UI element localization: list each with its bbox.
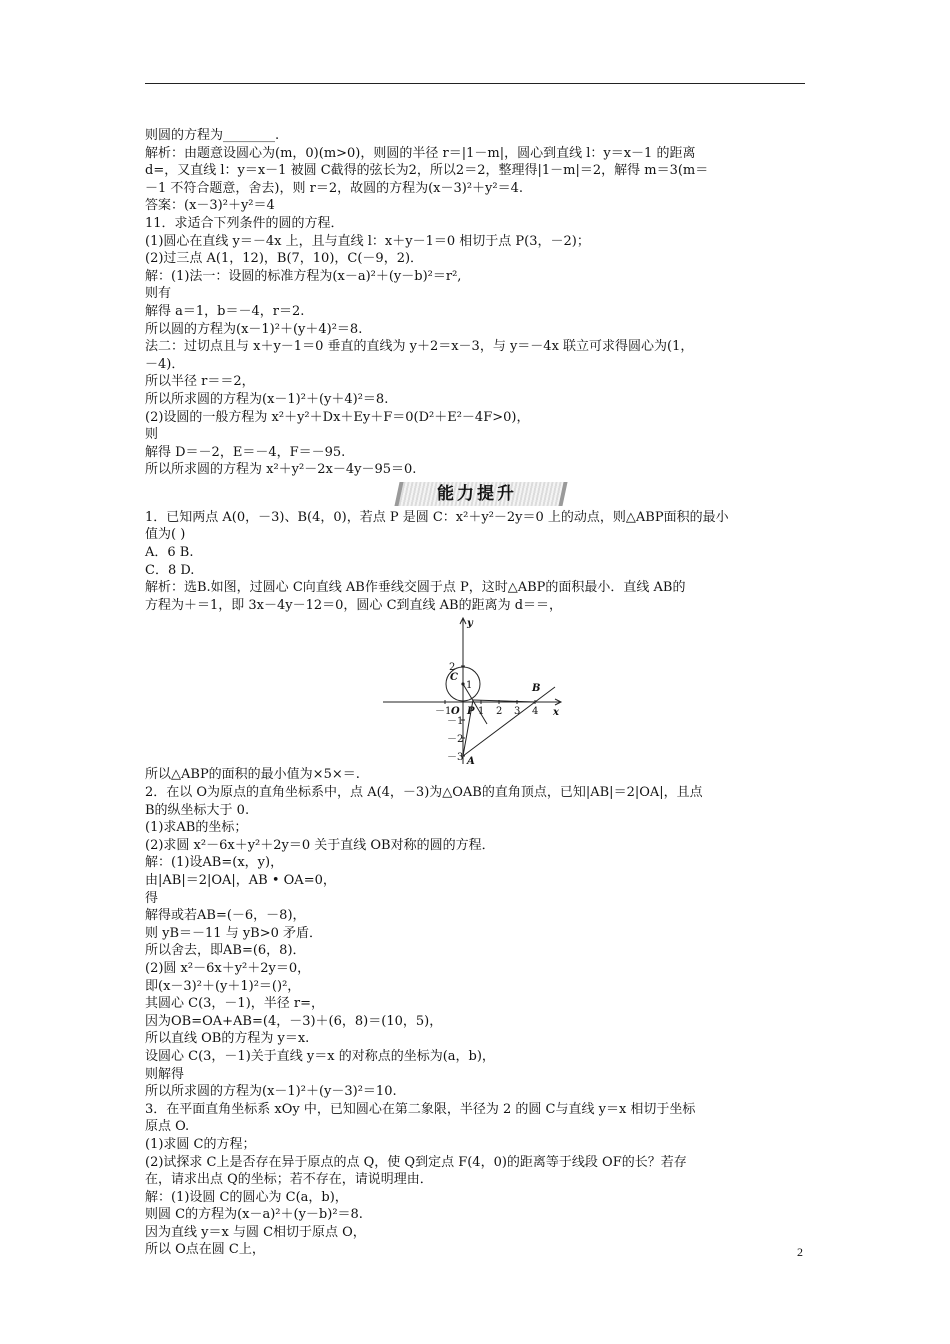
line-ab bbox=[463, 687, 555, 756]
text-line: A．6 B. bbox=[145, 545, 194, 561]
center-point bbox=[461, 683, 464, 686]
text-line: 设圆心 C(3，－1)关于直线 y＝x 的对称点的坐标为(a，b)， bbox=[145, 1048, 495, 1064]
point-b-label: B bbox=[532, 683, 541, 695]
text-line: 因为OB=OA+AB=(4，－3)＋(6，8)＝(10，5)， bbox=[145, 1013, 443, 1029]
text-line: 法二：过切点且与 x＋y－1＝0 垂直的直线为 y＋2＝x－3，与 y＝－4x 联立可求得圆心为(1， bbox=[145, 339, 694, 355]
header-rule bbox=[145, 83, 805, 84]
y-tick-neg1: －1 bbox=[447, 716, 464, 728]
text-line: 解：(1)法一：设圆的标准方程为(x－a)²＋(y－b)²＝r², bbox=[145, 268, 462, 284]
text-line: 解：(1)设AB=(x，y)， bbox=[145, 855, 284, 871]
page-content bbox=[145, 127, 807, 1259]
x-tick-1: 1 bbox=[478, 706, 485, 718]
text-line: 所以所求圆的方程为(x－1)²＋(y＋4)²＝8. bbox=[145, 391, 389, 407]
text-line: 则圆的方程为________. bbox=[145, 128, 280, 143]
x-axis-label: x bbox=[553, 707, 559, 719]
text-line: 3．在平面直角坐标系 xOy 中，已知圆心在第二象限，半径为 2 的圆 C与直线 y＝x 相切于坐标 bbox=[145, 1101, 696, 1117]
text-line: 则 bbox=[145, 427, 159, 443]
text-line: 所以 O点在圆 C上， bbox=[145, 1242, 265, 1258]
text-line: 所以△ABP的面积的最小值为×5×＝. bbox=[145, 767, 360, 783]
y-tick-1: 1 bbox=[466, 680, 473, 692]
text-line: 解得或若AB=(－6，－8)， bbox=[145, 908, 306, 924]
text-block-problem-1 bbox=[145, 509, 807, 615]
text-line: (2)圆 x²－6x＋y²＋2y＝0， bbox=[145, 960, 311, 976]
point-p-label: P bbox=[467, 706, 475, 718]
text-line: 2．在以 O为原点的直角坐标系中，点 A(4，－3)为△OAB的直角顶点，已知|AB|＝2|OA|，且点 bbox=[145, 785, 703, 801]
text-line: 答案：(x－3)²＋y²＝4 bbox=[145, 198, 275, 214]
text-line: 解析：选B.如图，过圆心 C向直线 AB作垂线交圆于点 P，这时△ABP的面积最小．直线 AB的 bbox=[145, 580, 686, 596]
text-line: (2)设圆的一般方程为 x²＋y²＋Dx＋Ey＋F＝0(D²＋E²－4F>0)， bbox=[145, 409, 530, 425]
text-line: 所以所求圆的方程为 x²＋y²－2x－4y－95＝0. bbox=[145, 462, 417, 478]
origin-label: O bbox=[451, 706, 460, 718]
text-line: C．8 D. bbox=[145, 562, 195, 578]
figure-svg bbox=[383, 614, 563, 764]
text-line: －1 不符合题意，舍去)，则 r＝2，故圆的方程为(x－3)²＋y²＝4. bbox=[145, 180, 524, 196]
text-line: 所以半径 r＝＝2， bbox=[145, 374, 255, 390]
text-line: 则 yB＝－11 与 yB>0 矛盾． bbox=[145, 925, 323, 941]
point-c-label: C bbox=[450, 672, 458, 684]
text-line: (2)试探求 C上是否存在异于原点的点 Q，使 Q到定点 F(4，0)的距离等于线段 OF的长？若存 bbox=[145, 1154, 687, 1170]
text-line: 所以舍去，即AB=(6，8)． bbox=[145, 943, 306, 959]
text-line: (1)圆心在直线 y＝－4x 上，且与直线 l：x＋y－1＝0 相切于点 P(3，－2)； bbox=[145, 233, 590, 249]
x-tick-3: 3 bbox=[514, 706, 521, 718]
coordinate-figure bbox=[145, 614, 807, 766]
section-banner bbox=[145, 481, 807, 507]
text-line: 则有 bbox=[145, 286, 172, 302]
text-line: 11．求适合下列条件的圆的方程． bbox=[145, 215, 344, 231]
text-line: 由|AB|＝2|OA|，AB • OA=0， bbox=[145, 873, 336, 888]
banner-title: 能力提升 bbox=[437, 483, 517, 504]
text-line: 解析：由题意设圆心为(m，0)(m>0)，则圆的半径 r＝|1－m|，圆心到直线 l：y＝x－1 的距离 bbox=[145, 145, 696, 161]
text-line: 所以圆的方程为(x－1)²＋(y＋4)²＝8. bbox=[145, 321, 363, 337]
text-line: (1)求AB的坐标； bbox=[145, 820, 248, 836]
text-block-solutions bbox=[145, 127, 807, 479]
y-tick-neg3: －3 bbox=[447, 752, 464, 764]
y-tick-neg2: －2 bbox=[447, 734, 464, 746]
text-line: 在，请求出点 Q的坐标；若不存在，请说明理由． bbox=[145, 1172, 433, 1188]
text-block-problems-2-3 bbox=[145, 766, 807, 1259]
text-line: 原点 O. bbox=[145, 1119, 190, 1135]
text-line: 解得 D＝－2，E＝－4，F＝－95. bbox=[145, 444, 346, 460]
text-line: 所以所求圆的方程为(x－1)²＋(y－3)²＝10. bbox=[145, 1084, 397, 1100]
text-line: 所以直线 OB的方程为 y＝x. bbox=[145, 1031, 310, 1047]
text-line: 则圆 C的方程为(x－a)²＋(y－b)²＝8. bbox=[145, 1207, 363, 1223]
text-line: 解得 a＝1，b＝－4，r＝2. bbox=[145, 303, 305, 319]
text-line: 因为直线 y＝x 与圆 C相切于原点 O， bbox=[145, 1224, 366, 1240]
text-line: 其圆心 C(3，－1)，半径 r=， bbox=[145, 996, 325, 1012]
text-line: 即(x－3)²＋(y＋1)²＝()²， bbox=[145, 978, 301, 994]
y-tick-2: 2 bbox=[449, 662, 456, 674]
text-line: 解：(1)设圆 C的圆心为 C(a，b)， bbox=[145, 1189, 348, 1205]
text-line: 方程为＋＝1，即 3x－4y－12＝0，圆心 C到直线 AB的距离为 d＝＝， bbox=[145, 597, 563, 613]
point-a-label: A bbox=[467, 756, 475, 765]
text-line: 得 bbox=[145, 890, 159, 906]
x-tick-2: 2 bbox=[496, 706, 503, 718]
text-line: (2)求圆 x²－6x＋y²＋2y＝0 关于直线 OB对称的圆的方程． bbox=[145, 837, 495, 853]
text-line: B的纵坐标大于 0. bbox=[145, 802, 250, 818]
text-line: (1)求圆 C的方程； bbox=[145, 1136, 256, 1152]
text-line: d=，又直线 l：y＝x－1 被圆 C截得的弦长为2，所以2＝2，整理得|1－m|＝2，解得 m＝3(m＝ bbox=[145, 163, 709, 179]
text-line: 则解得 bbox=[145, 1066, 185, 1082]
text-line: (2)过三点 A(1，12)，B(7，10)，C(－9，2)． bbox=[145, 251, 424, 267]
x-tick-4: 4 bbox=[532, 706, 539, 718]
text-line: 值为( ) bbox=[145, 527, 186, 543]
y-axis-label: y bbox=[467, 618, 473, 630]
page-number: 2 bbox=[797, 1245, 803, 1259]
text-line: 1．已知两点 A(0，－3)、B(4，0)，若点 P 是圆 C：x²＋y²－2y＝0 上的动点，则△ABP面积的最小 bbox=[145, 509, 729, 525]
text-line: －4)． bbox=[145, 356, 185, 372]
x-tick-neg1: －1 bbox=[435, 706, 452, 718]
